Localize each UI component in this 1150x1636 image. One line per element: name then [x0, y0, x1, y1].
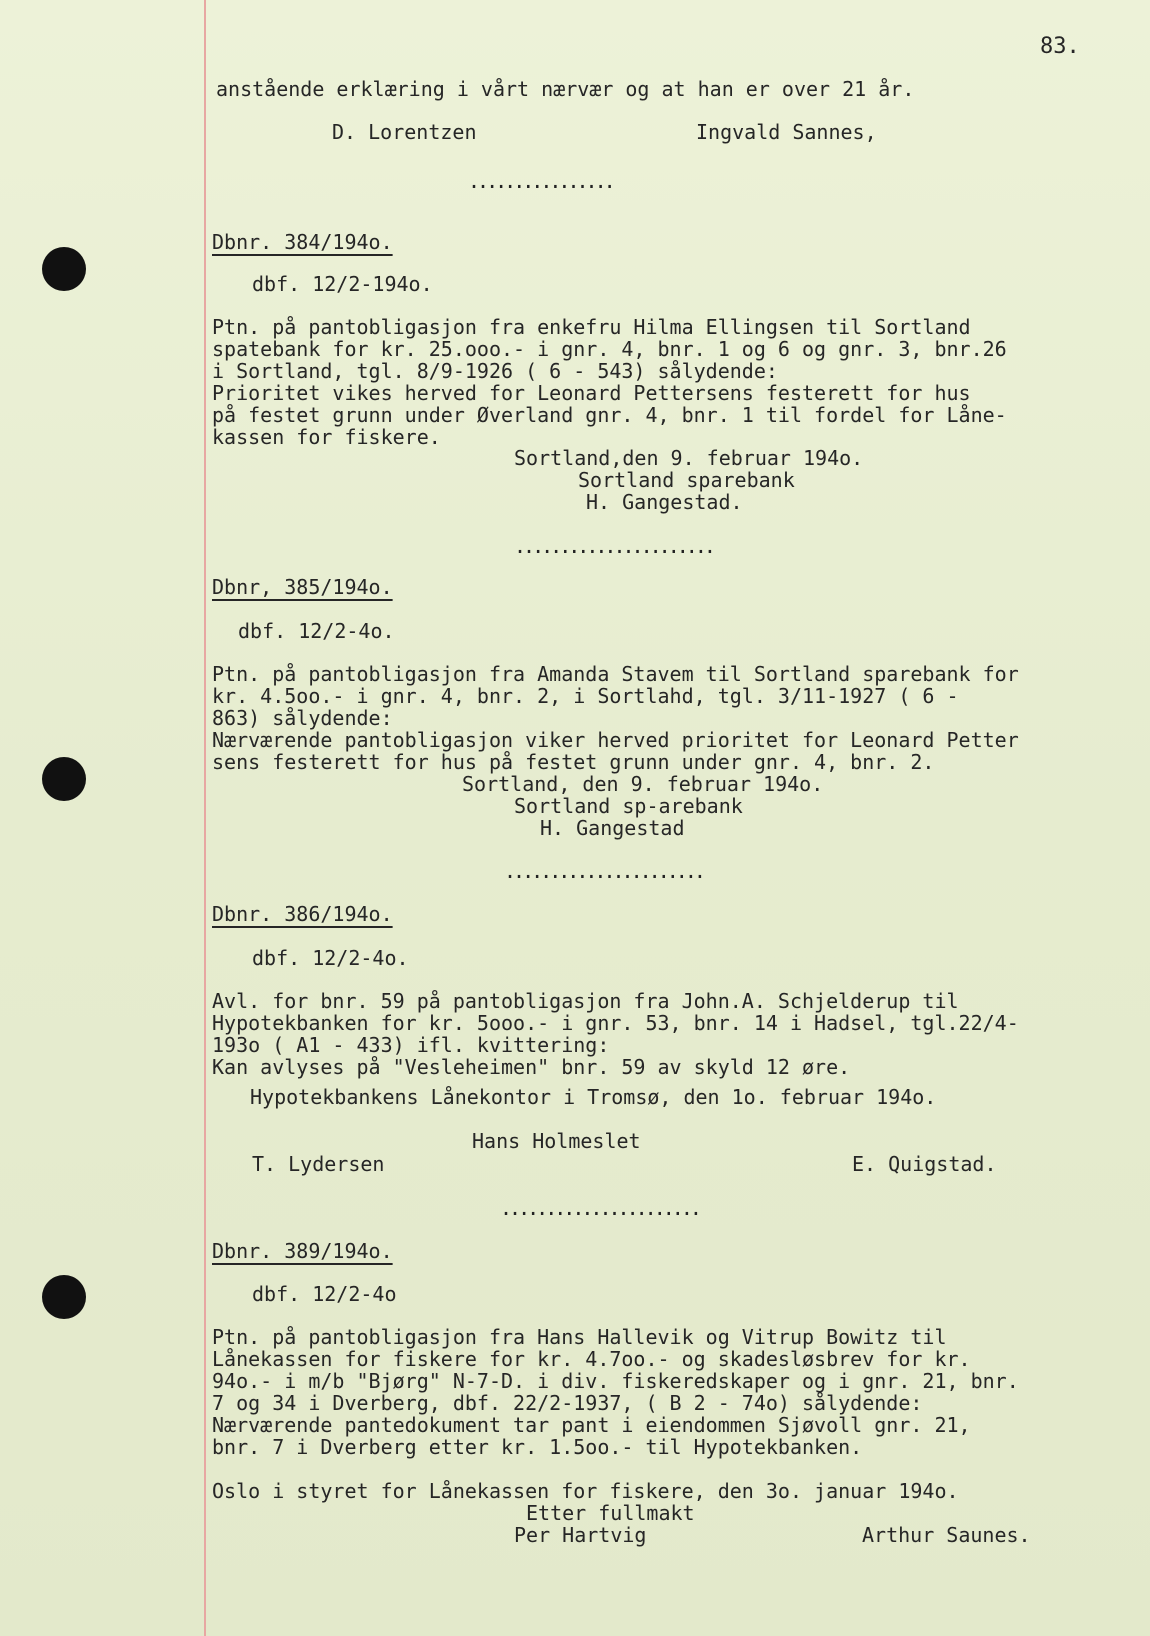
office-line: Hypotekbankens Lånekontor i Tromsø, den 1o. februar 194o.	[250, 1085, 937, 1109]
entry-text-line: spatebank for kr. 25.ooo.- i gnr. 4, bnr. 1 og 6 og gnr. 3, bnr.26	[212, 337, 1007, 361]
separator: ......................	[504, 859, 703, 883]
entry-heading: Dbnr, 385/194o.	[212, 575, 393, 599]
entry-heading: Dbnr. 389/194o.	[212, 1239, 393, 1263]
entry-text-line: Avl. for bnr. 59 på pantobligasjon fra John.A. Schjelderup til	[212, 989, 959, 1013]
witness-signature-right: Ingvald Sannes,	[696, 120, 877, 144]
entry-dbf-date: dbf. 12/2-4o	[252, 1282, 397, 1306]
entry-dbf-date: dbf. 12/2-4o.	[252, 946, 409, 970]
entry-text-line: 94o.- i m/b "Bjørg" N-7-D. i div. fiskeredskaper og i gnr. 21, bnr.	[212, 1369, 1019, 1393]
entry-heading: Dbnr. 384/194o.	[212, 230, 393, 254]
entry-text-line: Hypotekbanken for kr. 5ooo.- i gnr. 53, bnr. 14 i Hadsel, tgl.22/4-	[212, 1011, 1019, 1035]
signature-name: Per Hartvig	[514, 1523, 647, 1547]
entry-text-line: 863) sålydende:	[212, 706, 393, 730]
entry-heading: Dbnr. 386/194o.	[212, 902, 393, 926]
signature-institution: Sortland sp-arebank	[514, 794, 743, 818]
separator: ......................	[500, 1196, 699, 1220]
entry-text-line: kr. 4.5oo.- i gnr. 4, bnr. 2, i Sortlahd, tgl. 3/11-1927 ( 6 -	[212, 684, 959, 708]
entry-dbf-date: dbf. 12/2-194o.	[252, 272, 433, 296]
authority-line: Etter fullmakt	[526, 1501, 695, 1525]
entry-text-line: Lånekassen for fiskere for kr. 4.7oo.- og skadesløsbrev for kr.	[212, 1347, 971, 1371]
entry-text-line: på festet grunn under Øverland gnr. 4, bnr. 1 til fordel for Låne-	[212, 403, 1007, 427]
page-number: 83.	[1040, 34, 1080, 59]
entry-text-line: sens festerett for hus på festet grunn under gnr. 4, bnr. 2.	[212, 750, 935, 774]
signature-name: Arthur Saunes.	[862, 1523, 1031, 1547]
intro-line: anstående erklæring i vårt nærvær og at han er over 21 år.	[216, 77, 915, 101]
witness-signature-left: D. Lorentzen	[332, 120, 477, 144]
entry-text-line: bnr. 7 i Dverberg etter kr. 1.5oo.- til Hypotekbanken.	[212, 1435, 863, 1459]
entry-text-line: kassen for fiskere.	[212, 425, 441, 449]
entry-text-line: i Sortland, tgl. 8/9-1926 ( 6 - 543) sålydende:	[212, 359, 778, 383]
entry-text-line: 193o ( A1 - 433) ifl. kvittering:	[212, 1033, 610, 1057]
signature-name: Hans Holmeslet	[472, 1129, 641, 1153]
entry-text-line: Ptn. på pantobligasjon fra Hans Hallevik og Vitrup Bowitz til	[212, 1325, 947, 1349]
signature-name: H. Gangestad	[540, 816, 685, 840]
punch-hole	[42, 247, 86, 291]
signature-name: T. Lydersen	[252, 1152, 385, 1176]
entry-text-line: 7 og 34 i Dverberg, dbf. 22/2-1937, ( B 2 - 74o) sålydende:	[212, 1391, 923, 1415]
signature-place-date: Sortland, den 9. februar 194o.	[462, 772, 824, 796]
entry-text-line: Nærværende pantedokument tar pant i eiendommen Sjøvoll gnr. 21,	[212, 1413, 971, 1437]
entry-text-line: Ptn. på pantobligasjon fra enkefru Hilma Ellingsen til Sortland	[212, 315, 971, 339]
separator: ......................	[514, 534, 713, 558]
signature-institution: Sortland sparebank	[578, 468, 795, 492]
signature-name: H. Gangestad.	[586, 490, 743, 514]
signature-name: E. Quigstad.	[852, 1152, 997, 1176]
entry-text-line: Prioritet vikes herved for Leonard Pettersens festerett for hus	[212, 381, 971, 405]
entry-dbf-date: dbf. 12/2-4o.	[238, 619, 395, 643]
punch-hole	[42, 757, 86, 801]
separator: ................	[468, 169, 613, 193]
punch-hole	[42, 1275, 86, 1319]
margin-line	[204, 0, 206, 1636]
entry-text-line: Kan avlyses på "Vesleheimen" bnr. 59 av skyld 12 øre.	[212, 1055, 851, 1079]
entry-text-line: Ptn. på pantobligasjon fra Amanda Stavem til Sortland sparebank for	[212, 662, 1019, 686]
entry-text-line: Nærværende pantobligasjon viker herved prioritet for Leonard Petter	[212, 728, 1019, 752]
closing-line: Oslo i styret for Lånekassen for fiskere, den 3o. januar 194o.	[212, 1479, 959, 1503]
signature-place-date: Sortland,den 9. februar 194o.	[514, 446, 864, 470]
